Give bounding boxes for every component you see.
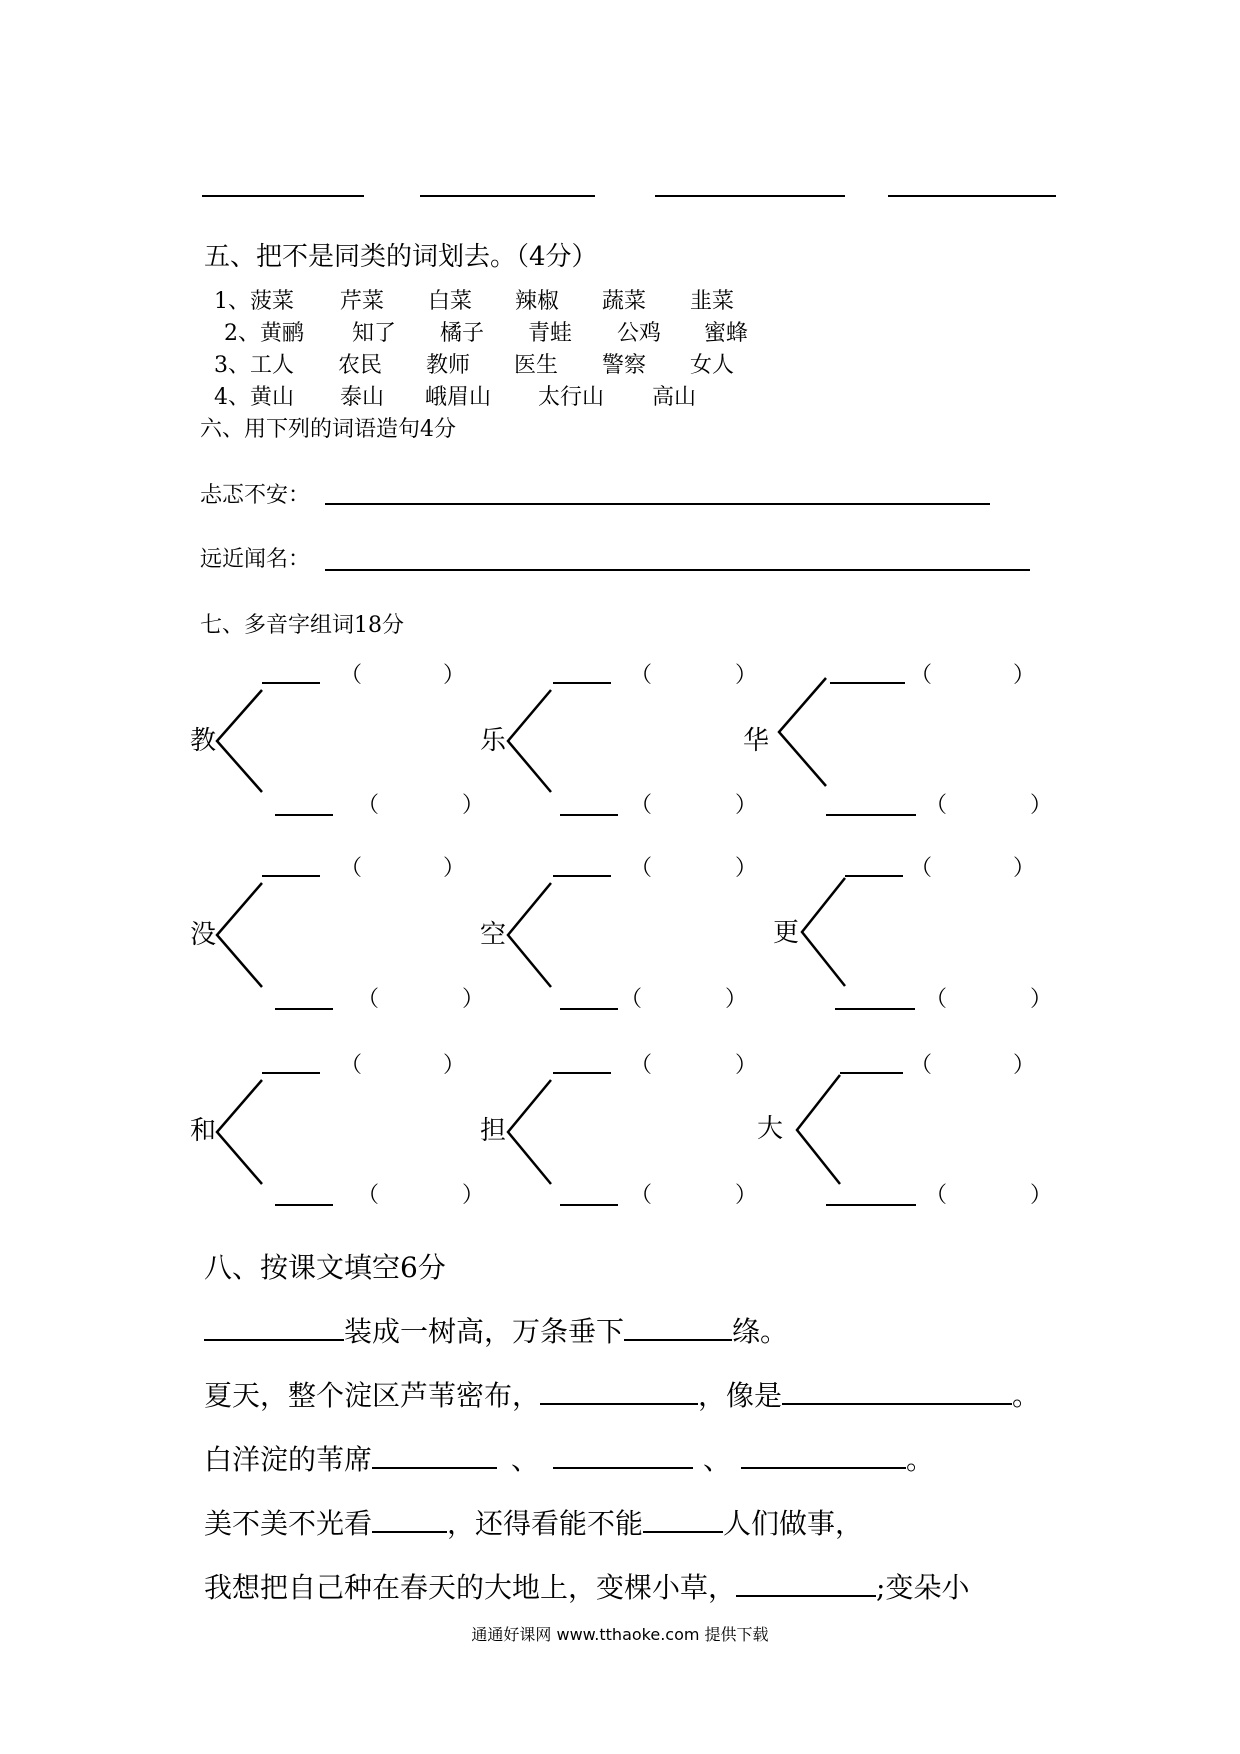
polyphone-char: 担 — [480, 1116, 507, 1146]
word-blank[interactable] — [275, 814, 333, 816]
row-number: 4、 — [214, 385, 250, 410]
word-blank[interactable] — [560, 814, 618, 816]
fill-text: 装成一树高，万条垂下 — [344, 1315, 625, 1348]
paren-close: ） — [1013, 1053, 1036, 1078]
paren-open: （ — [630, 793, 653, 818]
paren-open: （ — [630, 1183, 653, 1208]
fill-blank[interactable] — [782, 1379, 1012, 1405]
word-blank[interactable] — [830, 682, 905, 684]
paren-open: （ — [925, 1183, 948, 1208]
fill-line-2 — [204, 1374, 1040, 1414]
section8-heading: 八、按课文填空6分 — [204, 1251, 446, 1284]
fill-text: ，还得看能不能 — [447, 1507, 644, 1540]
word-blank[interactable] — [840, 1072, 903, 1074]
paren-close: ） — [462, 987, 485, 1012]
paren-close: ） — [1013, 663, 1036, 688]
word-blank[interactable] — [262, 1072, 320, 1074]
paren-open: （ — [925, 793, 948, 818]
polyphone-char: 乐 — [480, 726, 507, 756]
paren-close: ） — [462, 793, 485, 818]
paren-open: （ — [357, 1183, 380, 1208]
row-number: 2、 — [224, 321, 260, 346]
word-blank[interactable] — [826, 814, 916, 816]
word[interactable]: 黄山 — [250, 385, 295, 410]
paren-close: ） — [735, 1183, 758, 1208]
branch-hua — [779, 678, 826, 786]
section5-heading: 五、把不是同类的词划去。（4分） — [204, 242, 598, 272]
polyphone-char: 和 — [190, 1116, 217, 1146]
row-number: 1、 — [214, 289, 250, 314]
fill-blank[interactable] — [741, 1443, 906, 1469]
paren-close: ） — [1030, 1183, 1053, 1208]
paren-close: ） — [1030, 793, 1053, 818]
polyphone-char: 没 — [190, 920, 217, 950]
word-blank[interactable] — [835, 1008, 915, 1010]
fill-blank[interactable] — [553, 1443, 693, 1469]
fill-text: 。 — [906, 1443, 935, 1476]
word[interactable]: 橘子 — [440, 321, 485, 346]
fill-text: 绦。 — [732, 1315, 789, 1348]
word[interactable]: 工人 — [250, 353, 295, 378]
branch-le — [508, 690, 551, 792]
footer-download-note: 通通好课网 www.tthaoke.com 提供下载 — [471, 1625, 769, 1644]
fill-blank[interactable] — [736, 1571, 876, 1597]
fill-text: ，像是 — [698, 1379, 783, 1412]
word[interactable]: 韭菜 — [690, 289, 735, 314]
paren-open: （ — [925, 987, 948, 1012]
section6-heading: 六、用下列的词语造句4分 — [200, 417, 456, 442]
fill-text: 。 — [1012, 1379, 1041, 1412]
paren-close: ） — [1013, 856, 1036, 881]
word[interactable]: 知了 — [352, 321, 397, 346]
fill-blank[interactable] — [372, 1443, 497, 1469]
word-blank[interactable] — [262, 682, 320, 684]
sentence-word-2: 远近闻名： — [200, 547, 311, 572]
paren-close: ） — [725, 987, 748, 1012]
word[interactable]: 警察 — [602, 353, 647, 378]
paren-close: ） — [462, 1183, 485, 1208]
paren-close: ） — [443, 1053, 466, 1078]
word-blank[interactable] — [560, 1204, 618, 1206]
word-blank[interactable] — [262, 875, 320, 877]
word-blank[interactable] — [553, 682, 611, 684]
fill-blank[interactable] — [624, 1315, 732, 1341]
word[interactable]: 医生 — [514, 353, 559, 378]
word[interactable]: 白菜 — [428, 289, 473, 314]
paren-open: （ — [630, 1053, 653, 1078]
paren-close: ） — [735, 793, 758, 818]
word[interactable]: 黄鹂 — [260, 321, 305, 346]
fill-text: 我想把自己种在春天的大地上，变棵小草， — [204, 1571, 737, 1604]
fill-line-5 — [204, 1566, 969, 1606]
paren-close: ） — [1030, 987, 1053, 1012]
word[interactable]: 女人 — [690, 353, 735, 378]
word-blank[interactable] — [553, 1072, 611, 1074]
fill-line-3 — [204, 1438, 934, 1478]
word-blank[interactable] — [275, 1008, 333, 1010]
polyphone-char: 大 — [757, 1114, 784, 1144]
paren-close: ） — [443, 663, 466, 688]
paren-open: （ — [910, 663, 933, 688]
fill-text: 人们做事， — [723, 1507, 864, 1540]
word[interactable]: 蔬菜 — [602, 289, 647, 314]
branch-mei — [217, 883, 262, 987]
paren-open: （ — [357, 987, 380, 1012]
word[interactable]: 峨眉山 — [425, 385, 492, 410]
fill-line-1 — [204, 1310, 788, 1350]
word-blank[interactable] — [275, 1204, 333, 1206]
word[interactable]: 芹菜 — [340, 289, 385, 314]
branch-geng — [802, 878, 845, 986]
fill-text: 、 — [703, 1443, 732, 1476]
word[interactable]: 教师 — [426, 353, 471, 378]
polyphone-char: 更 — [773, 918, 800, 948]
word-blank[interactable] — [560, 1008, 618, 1010]
paren-open: （ — [910, 1053, 933, 1078]
fill-text: 美不美不光看 — [204, 1507, 373, 1540]
fill-text: 夏天，整个淀区芦苇密布， — [204, 1379, 541, 1412]
branch-he — [217, 1080, 262, 1184]
word[interactable]: 青蛙 — [528, 321, 573, 346]
fill-blank[interactable] — [204, 1315, 344, 1341]
branch-da — [797, 1075, 840, 1184]
fill-text: 、 — [511, 1443, 540, 1476]
branch-jiao — [217, 690, 262, 792]
sentence-word-1: 忐忑不安： — [200, 483, 311, 508]
paren-close: ） — [735, 856, 758, 881]
word[interactable]: 泰山 — [340, 385, 385, 410]
word-blank[interactable] — [553, 875, 611, 877]
paren-open: （ — [340, 663, 363, 688]
paren-close: ） — [735, 663, 758, 688]
polyphone-char: 教 — [190, 726, 217, 756]
paren-close: ） — [443, 856, 466, 881]
paren-open: （ — [630, 856, 653, 881]
paren-open: （ — [630, 663, 653, 688]
fill-blank[interactable] — [540, 1379, 698, 1405]
branch-kong — [508, 883, 551, 987]
fill-blank[interactable] — [643, 1507, 723, 1533]
fill-text: 白洋淀的苇席 — [204, 1443, 373, 1476]
word[interactable]: 农民 — [338, 353, 383, 378]
row-number: 3、 — [214, 353, 250, 378]
paren-open: （ — [340, 856, 363, 881]
fill-blank[interactable] — [372, 1507, 447, 1533]
fill-line-4 — [204, 1502, 863, 1542]
branch-dan — [508, 1080, 551, 1184]
word[interactable]: 太行山 — [538, 385, 605, 410]
polyphone-char: 空 — [480, 920, 507, 950]
word[interactable]: 蜜蜂 — [704, 321, 749, 346]
paren-close: ） — [735, 1053, 758, 1078]
word-blank[interactable] — [845, 875, 903, 877]
paren-open: （ — [620, 987, 643, 1012]
word[interactable]: 辣椒 — [515, 289, 560, 314]
word[interactable]: 菠菜 — [250, 289, 295, 314]
fill-text: ;变朵小 — [876, 1571, 970, 1604]
paren-open: （ — [340, 1053, 363, 1078]
word[interactable]: 公鸡 — [617, 321, 662, 346]
word[interactable]: 高山 — [652, 385, 697, 410]
paren-open: （ — [357, 793, 380, 818]
word-blank[interactable] — [826, 1204, 916, 1206]
polyphone-char: 华 — [743, 726, 770, 756]
section7-heading: 七、多音字组词18分 — [200, 613, 404, 638]
paren-open: （ — [910, 856, 933, 881]
